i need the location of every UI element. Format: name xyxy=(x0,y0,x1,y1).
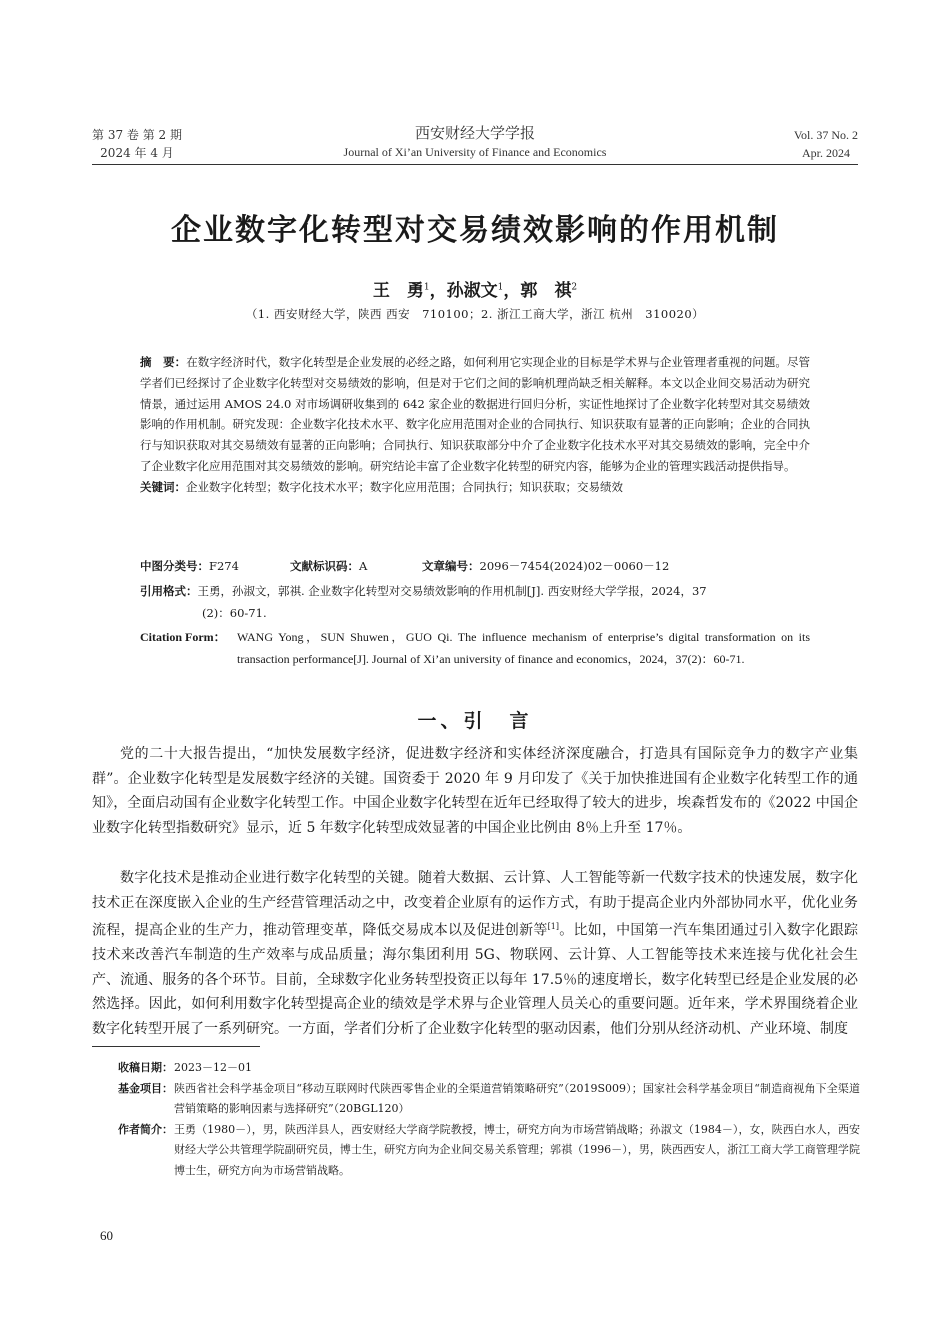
citation-cn xyxy=(140,580,810,624)
page-number: 60 xyxy=(100,1228,113,1243)
citation-cn-line2: (2)：60-71. xyxy=(202,606,267,620)
footnote-label: 作者简介： xyxy=(118,1122,173,1136)
citation-en-label: Citation Form： xyxy=(140,630,226,644)
affiliations: （1. 西安财经大学，陕西 西安 710100；2. 浙江工商大学，浙江 杭州 310020） xyxy=(245,307,705,321)
journal-name-en: Journal of Xi’an University of Finance and Economics xyxy=(343,145,607,159)
footnote-text: 2023－12－01 xyxy=(174,1061,252,1074)
volume-issue-cn: 第 37 卷 第 2 期 xyxy=(92,128,182,142)
body-paragraph: 党的二十大报告提出，“加快发展数字经济，促进数字经济和实体经济深度融合，打造具有国际竞争力的数字产业集群”。企业数字化转型是发展数字经济的关键。国资委于 2020 年 9 月印发了《关于加快推进国有企业数字化转型工作的通知》，全面启动国有企业数字化转型工作。中国企业数字化转型在近年已经取得了较大的进步，埃森哲发布的《2022 中国企业数字化转型指数研究》显示，近 5 年数字化转型成效显著的中国企业比例由 8％上升至 17％。 xyxy=(92,746,858,836)
date-en: Apr. 2024 xyxy=(801,146,850,160)
author-name: 王 勇 xyxy=(372,281,424,301)
footnote-authors xyxy=(118,1120,860,1182)
volume-issue-en: Vol. 37 No. 2 xyxy=(793,128,858,142)
article-title: 企业数字化转型对交易绩效影响的作用机制 xyxy=(171,213,779,248)
abstract xyxy=(140,352,810,498)
keywords-text: 企业数字化转型；数字化技术水平；数字化应用范围；合同执行；知识获取；交易绩效 xyxy=(186,479,623,494)
citation-cn-line1: 王勇，孙淑文，郭祺. 企业数字化转型对交易绩效影响的作用机制[J]. 西安财经大学学报，2024，37 xyxy=(197,584,707,598)
doc-code-value: A xyxy=(359,559,368,573)
section-heading: 一、引 言 xyxy=(417,710,533,732)
body-text: 。比如，中国第一汽车集团通过引入数字化跟踪技术来改善汽车制造的生产效率与成品质量；海尔集团利用 5G、物联网、云计算、人工智能等技术来连接与优化社会生产、流通、服务的各个环节。目前，全球数字化业务转型投资正以每年 17.5％的速度增长，数字化转型已经是企业发展的必然选择。因此，如何利用数字化转型提高企业的绩效是学术界与企业管理人员关心的重要问题。近年来，学术界围绕着企业数字化转型开展了一系列研究。一方面，学者们分析了企业数字化转型的驱动因素，他们分别从经济动机、产业环境、制度 xyxy=(92,922,858,1037)
keywords xyxy=(140,477,810,498)
abstract-text: 在数字经济时代，数字化转型是企业发展的必经之路，如何利用它实现企业的目标是学术界与企业管理者重视的问题。尽管学者们已经探讨了企业数字化转型对交易绩效的影响，但是对于它们之间的影响机理尚缺乏相关解释。本文以企业间交易活动为研究情景，通过运用 AMOS 24.0 对市场调研收集到的 642 家企业的数据进行回归分析，实证性地探讨了企业数字化转型对其交易绩效影响的作用机制。研究发现：企业数字化技术水平、数字化应用范围对企业的合同执行、知识获取有显著的正向影响；企业的合同执行与知识获取对其交易绩效有显著的正向影响；合同执行、知识获取部分中介了企业数字化技术水平对其交易绩效的影响，完全中介了企业数字化应用范围对其交易绩效的影响。研究结论丰富了企业数字化转型的研究内容，能够为企业的管理实践活动提供指导。 xyxy=(140,355,811,473)
body-paragraph xyxy=(92,866,858,1041)
citation-en xyxy=(140,626,810,666)
date-cn: 2024 年 4 月 xyxy=(100,146,174,160)
author-name: 孙淑文 xyxy=(446,281,498,301)
journal-name-cn: 西安财经大学学报 xyxy=(414,124,535,142)
classification-row xyxy=(140,558,820,574)
article-no-label: 文章编号： xyxy=(422,559,480,573)
author-list: 王 勇$^1$，孙淑文$^1$，郭 祺$^2$ xyxy=(372,281,578,301)
keywords-label: 关键词： xyxy=(140,479,186,494)
footnote-text: 陕西省社会科学基金项目“移动互联网时代陕西零售企业的全渠道营销策略研究”（2019S009）；国家社会科学基金项目“制造商视角下全渠道营销策略的影响因素与选择研究”（20BGL120） xyxy=(174,1081,860,1115)
footnote-text: 王勇（1980－），男，陕西洋县人，西安财经大学商学院教授，博士，研究方向为市场营销战略；孙淑文（1984－），女，陕西白水人，西安财经大学公共管理学院副研究员，博士生，研究方向为企业间交易关系管理；郭祺（1996－），男，陕西西安人，浙江工商大学工商管理学院博士生，研究方向为市场营销战略。 xyxy=(174,1122,860,1177)
author-affil-mark: 1 xyxy=(423,282,430,293)
footnote-label: 收稿日期： xyxy=(118,1061,173,1074)
author-name: 郭 祺 xyxy=(520,281,572,301)
header-left xyxy=(92,126,182,162)
header-center xyxy=(290,122,660,160)
header-right xyxy=(794,126,858,162)
author-affil-mark: 1 xyxy=(497,282,504,293)
footnote-received xyxy=(118,1058,860,1079)
header-divider xyxy=(92,164,858,165)
footnote-label: 基金项目： xyxy=(118,1081,173,1095)
footnote-funding xyxy=(118,1079,860,1120)
reference-mark[interactable]: [1] xyxy=(547,922,559,931)
footnotes xyxy=(118,1058,860,1181)
abstract-label: 摘 要： xyxy=(140,355,187,369)
clc-label: 中图分类号： xyxy=(140,559,209,573)
author-affil-mark: 2 xyxy=(571,282,578,293)
article-no-value: 2096－7454(2024)02－0060－12 xyxy=(479,559,670,573)
citation-cn-label: 引用格式： xyxy=(140,584,198,598)
clc-value: F274 xyxy=(209,559,239,573)
footnote-divider xyxy=(92,1046,260,1047)
doc-code-label: 文献标识码： xyxy=(290,559,359,573)
citation-en-text: WANG Yong，SUN Shuwen，GUO Qi. The influence mechanism of enterprise’s digital transformation on its transaction performance[J]. Journal of Xi’an university of finance and economics，2024，37(2)：60-71. xyxy=(237,630,810,666)
body-text: 数字化技术是推动企业进行数字化转型的关键。随着大数据、云计算、人工智能等新一代数字技术的快速发展，数字化技术正在深度嵌入企业的生产经营管理活动之中，改变着企业原有的运作方式，有助于提高企业内外部协同水平，优化业务流程，提高企业的生产力，推动管理变革，降低交易成本以及促进创新等 xyxy=(92,870,858,939)
